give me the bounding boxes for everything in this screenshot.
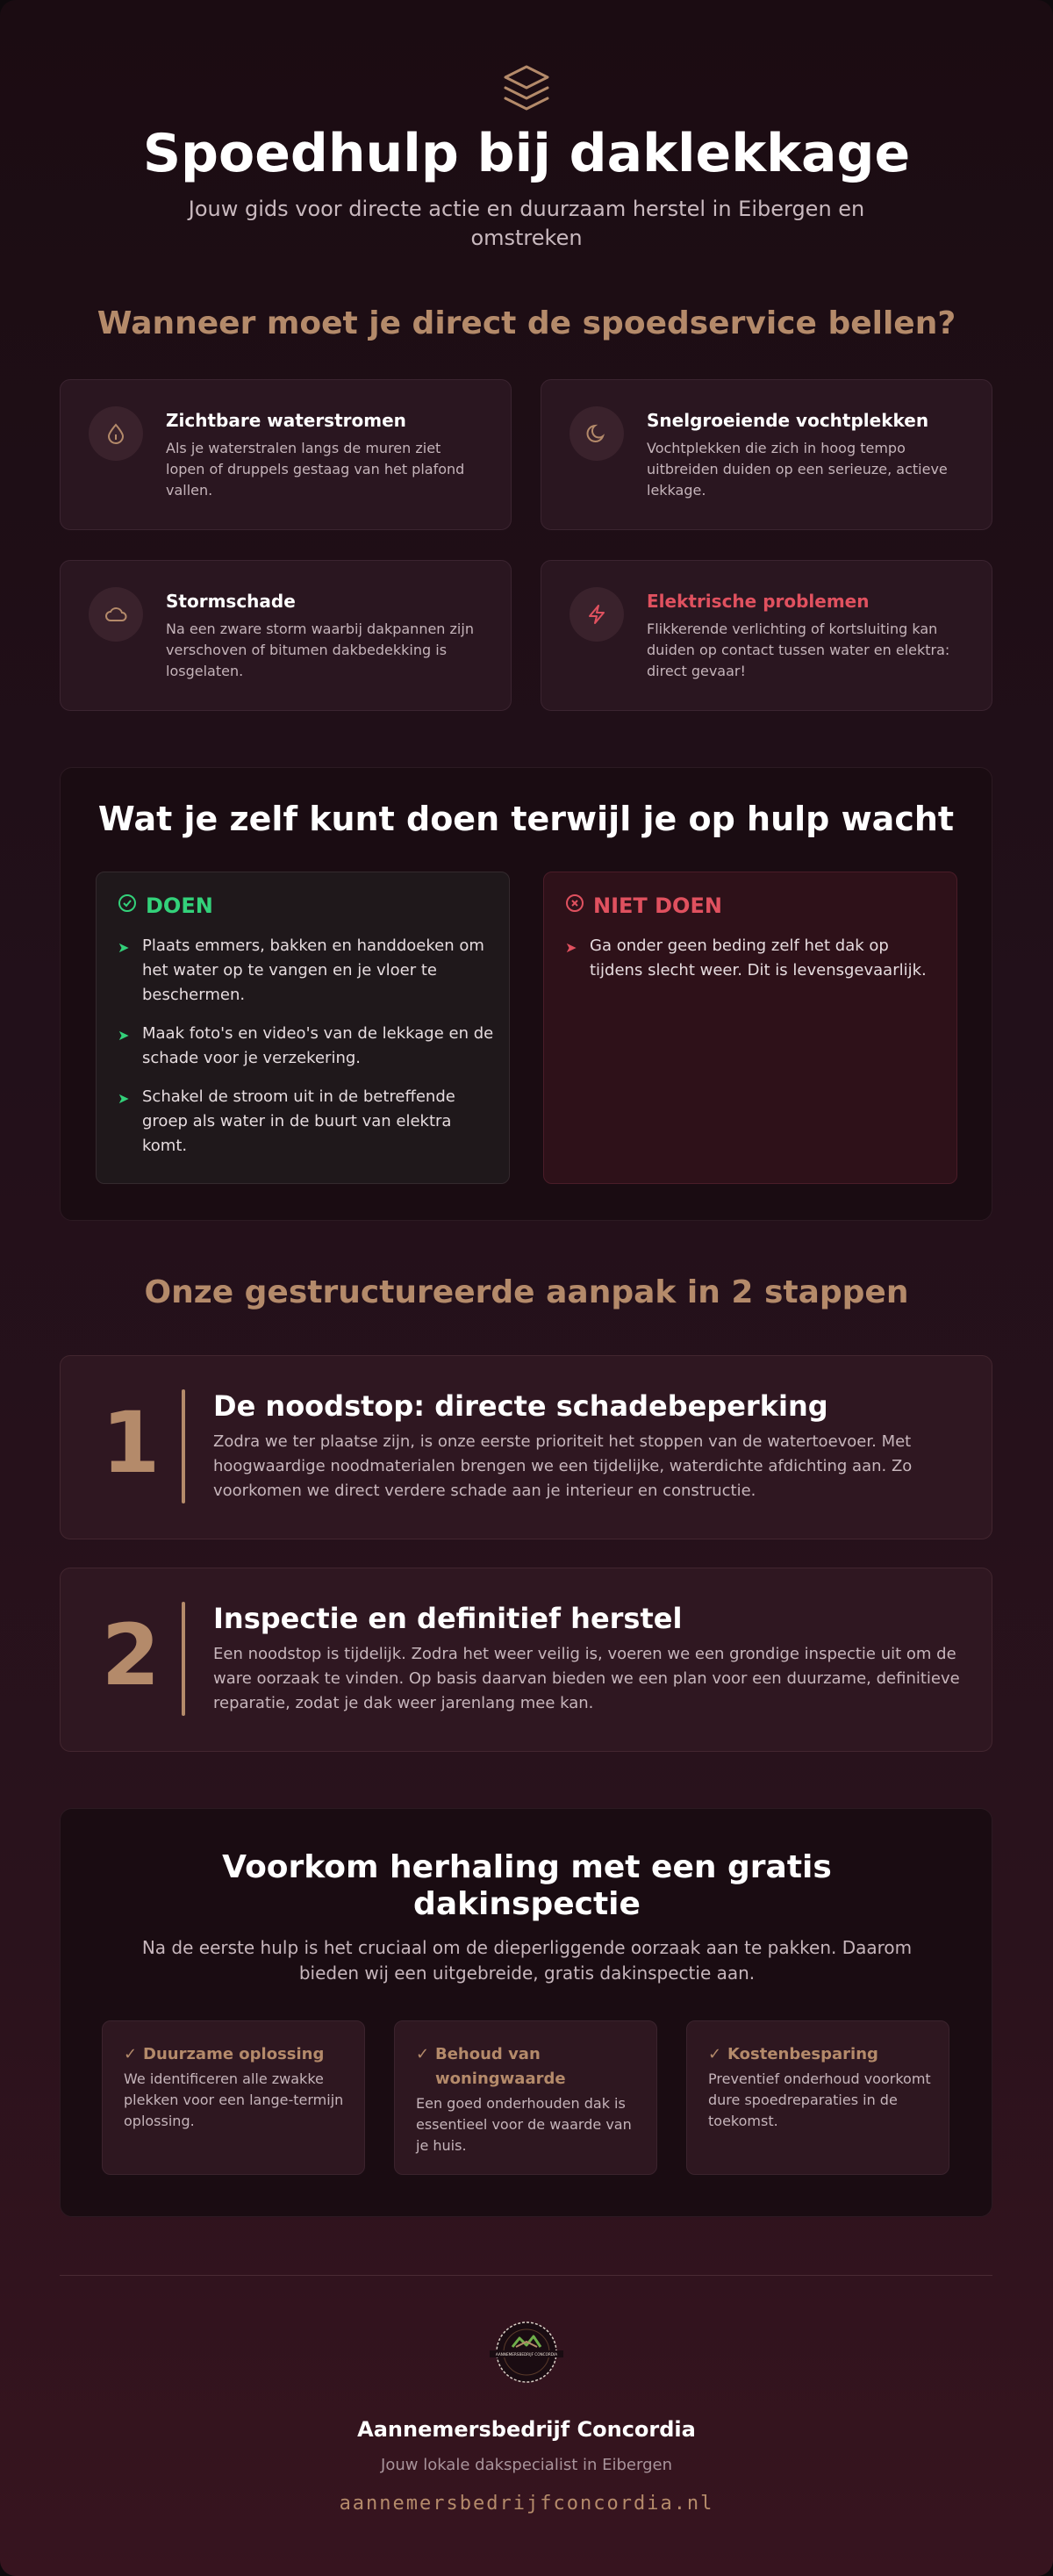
- step-number: 2: [101, 1606, 161, 1704]
- do-item: ➤ Schakel de stroom uit in de betreffende groep als water in de buurt van elektra komt.: [118, 1087, 455, 1155]
- benefit-text: Preventief onderhoud voorkomt dure spoedreparaties in de toekomst.: [708, 2070, 931, 2129]
- card-title: Stormschade: [166, 591, 296, 612]
- cloud-icon: [89, 587, 143, 642]
- step-text: Een noodstop is tijdelijk. Zodra het weer veilig is, voeren we een grondige inspectie uit om de ware oorzaak te vinden. Op basis daarvan bieden we een plan voor een duurzame, definitieve reparatie, zodat je dak weer jarenlang mee kan.: [213, 1645, 960, 1712]
- lightning-icon: [569, 587, 624, 642]
- logo-text: AANNEMERSBEDRIJF CONCORDIA: [495, 2352, 558, 2357]
- card-title: Elektrische problemen: [647, 591, 870, 612]
- card-title: Zichtbare waterstromen: [166, 410, 406, 431]
- arrow-icon: ➤: [118, 939, 130, 956]
- benefit-card: [686, 2020, 949, 2175]
- moon-icon: [569, 406, 624, 461]
- step-divider: [182, 1602, 185, 1716]
- page-subtitle: Jouw gids voor directe actie en duurzaam herstel in Eibergen en omstreken: [188, 197, 865, 250]
- benefit-text: Een goed onderhouden dak is essentieel voor de waarde van je huis.: [416, 2095, 632, 2154]
- arrow-icon: ➤: [118, 1090, 130, 1107]
- do-header: [118, 893, 213, 918]
- website-link[interactable]: aannemersbedrijfconcordia.nl: [339, 2493, 714, 2515]
- step-number: 1: [101, 1394, 161, 1492]
- dont-item: ➤ Ga onder geen beding zelf het dak op tijdens slecht weer. Dit is levensgevaarlijk.: [565, 936, 927, 979]
- check-circle-icon: [118, 893, 137, 918]
- company-logo: [481, 2317, 572, 2387]
- inspection-text: Na de eerste hulp is het cruciaal om de dieperliggende oorzaak aan te pakken. Daarom bieden wij een uitgebreide, gratis dakinspectie aan.: [141, 1937, 913, 1984]
- step-title: De noodstop: directe schadebeperking: [213, 1389, 828, 1423]
- check-icon: ✓: [416, 2045, 430, 2063]
- do-item: ➤ Plaats emmers, bakken en handdoeken om het water op te vangen en je vloer te beschermen.: [118, 936, 484, 1004]
- dont-box: [543, 872, 957, 1184]
- card-text: Flikkerende verlichting of kortsluiting kan duiden op contact tussen water en elektra: direct gevaar!: [647, 621, 950, 679]
- step-divider: [182, 1389, 185, 1503]
- do-item: ➤ Maak foto's en video's van de lekkage en de schade voor je verzekering.: [118, 1024, 494, 1067]
- arrow-icon: ➤: [565, 939, 577, 956]
- card-text: Na een zware storm waarbij dakpannen zijn verschoven of bitumen dakbedekking is losgelaten.: [166, 621, 474, 679]
- footer-divider: [60, 2275, 992, 2276]
- step-text: Zodra we ter plaatse zijn, is onze eerste prioriteit het stoppen van de watertoevoer. Met hoogwaardige noodmaterialen brengen we een tijdelijke, waterdichte afdichting aan. Zo voorkomen we direct verdere schade aan je interieur en constructie.: [213, 1432, 913, 1500]
- benefit-text: We identificeren alle zwakke plekken voor een lange-termijn oplossing.: [124, 2070, 344, 2129]
- page-title: Spoedhulp bij daklekkage: [142, 123, 911, 184]
- x-circle-icon: [565, 893, 584, 918]
- when-card-elektrisch: [541, 560, 992, 711]
- approach-heading: Onze gestructureerde aanpak in 2 stappen: [144, 1274, 909, 1310]
- benefit-title: ✓ Duurzame oplossing: [124, 2042, 352, 2067]
- step-card-1: [60, 1355, 992, 1539]
- benefit-card: [394, 2020, 657, 2175]
- when-card-waterstromen: [60, 379, 512, 530]
- dont-label: NIET DOEN: [593, 893, 722, 918]
- selfhelp-panel: [60, 767, 992, 1221]
- check-icon: ✓: [708, 2045, 722, 2063]
- arrow-icon: ➤: [118, 1027, 130, 1044]
- benefit-title: ✓ Behoud van woningwaarde: [416, 2042, 644, 2092]
- company-name: Aannemersbedrijf Concordia: [357, 2417, 696, 2442]
- do-label: DOEN: [146, 893, 213, 918]
- company-tagline: Jouw lokale dakspecialist in Eibergen: [381, 2456, 672, 2474]
- benefit-card: [102, 2020, 365, 2175]
- step-title: Inspectie en definitief herstel: [213, 1602, 683, 1635]
- check-icon: ✓: [124, 2045, 138, 2063]
- layers-icon: [500, 61, 553, 114]
- droplet-icon: [89, 406, 143, 461]
- card-text: Vochtplekken die zich in hoog tempo uitbreiden duiden op een serieuze, actieve lekkage.: [647, 440, 948, 499]
- selfhelp-heading: Wat je zelf kunt doen terwijl je op hulp wacht: [97, 800, 955, 838]
- step-card-2: [60, 1568, 992, 1752]
- dont-header: [565, 893, 722, 918]
- inspection-heading: Voorkom herhaling met een gratis dakinspectie: [222, 1849, 832, 1922]
- when-card-vochtplekken: [541, 379, 992, 530]
- card-title: Snelgroeiende vochtplekken: [647, 410, 929, 431]
- when-card-stormschade: [60, 560, 512, 711]
- card-text: Als je waterstralen langs de muren ziet lopen of druppels gestaag van het plafond vallen.: [166, 440, 465, 499]
- do-box: [96, 872, 510, 1184]
- benefit-title: ✓ Kostenbesparing: [708, 2042, 936, 2067]
- when-heading: Wanneer moet je direct de spoedservice bellen?: [97, 305, 956, 341]
